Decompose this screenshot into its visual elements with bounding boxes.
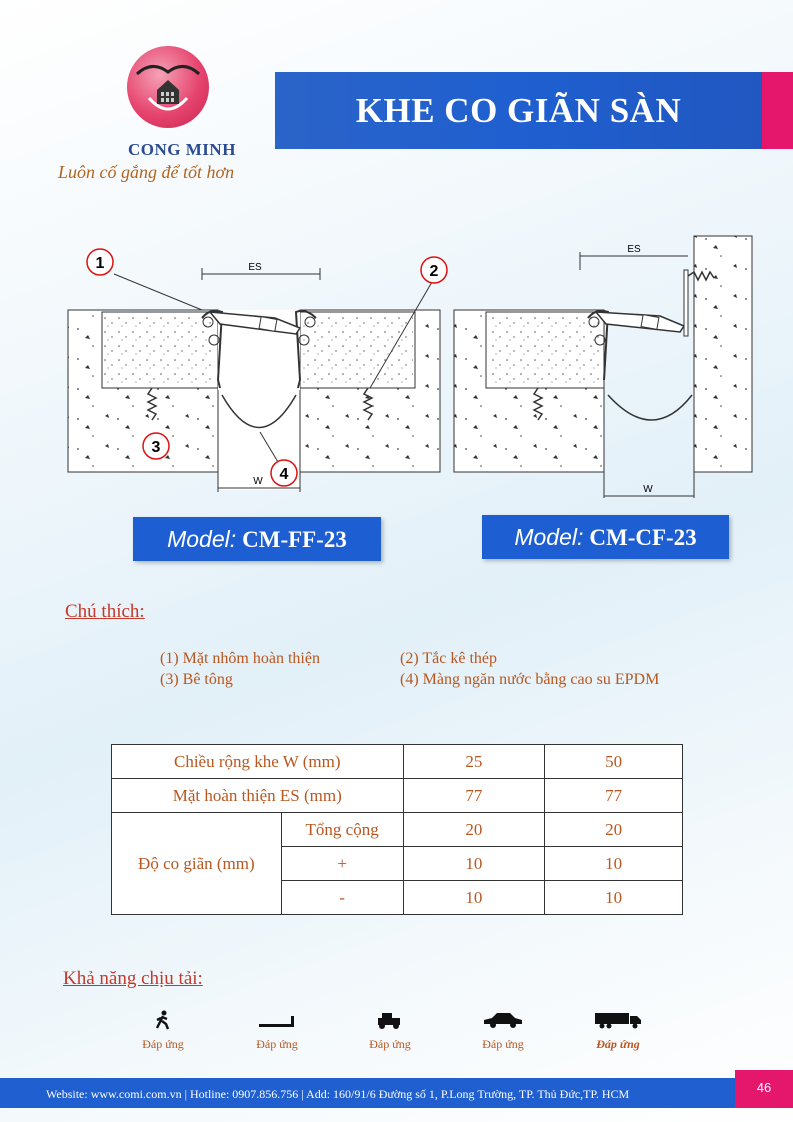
diagram-cm-ff-23 xyxy=(60,230,450,500)
note-4: (4) Màng ngăn nước bằng cao su EPDM xyxy=(400,671,660,688)
width-label: Chiều rộng khe W (mm) xyxy=(112,745,404,779)
w-label: W xyxy=(253,476,263,487)
width-value: 50 xyxy=(545,745,683,779)
callout-1-label: 1 xyxy=(95,255,105,272)
callout-3-label: 3 xyxy=(151,439,161,456)
es-label: ES xyxy=(248,262,262,273)
load-forklift xyxy=(355,1010,425,1052)
es-value: 77 xyxy=(403,779,545,813)
diagram-cm-cf-23 xyxy=(448,230,758,510)
es-label: Mặt hoàn thiện ES (mm) xyxy=(112,779,404,813)
table-row xyxy=(112,779,683,813)
load-caption: Đáp ứng xyxy=(596,1037,640,1051)
plus-label: + xyxy=(281,847,403,881)
load-truck xyxy=(583,1010,653,1052)
table-row xyxy=(112,745,683,779)
page-number xyxy=(735,1070,793,1108)
model-value: CM-CF-23 xyxy=(589,525,697,550)
load-caption: Đáp ứng xyxy=(369,1037,411,1051)
plus-value: 10 xyxy=(545,847,683,881)
page-number-label: 46 xyxy=(756,1080,772,1095)
model-label: Model: xyxy=(514,524,584,550)
total-value: 20 xyxy=(403,813,545,847)
total-value: 20 xyxy=(545,813,683,847)
spec-table xyxy=(111,744,683,915)
load-car xyxy=(468,1010,538,1052)
truck-icon xyxy=(593,1010,643,1030)
load-caption: Đáp ứng xyxy=(256,1037,298,1051)
model-label: Model: xyxy=(167,526,237,552)
slogan: Luôn cố gắng để tốt hơn xyxy=(58,162,235,182)
model-value: CM-FF-23 xyxy=(242,527,347,552)
page-title: KHE CO GIÃN SÀN xyxy=(355,91,682,130)
footer-contact: Website: www.comi.com.vn | Hotline: 0907.856.756 | Add: 160/91/6 Đường số 1, P.Long Trường, TP. Thủ Đức,TP. HCM xyxy=(46,1087,630,1101)
plus-value: 10 xyxy=(403,847,545,881)
note-3: (3) Bê tông xyxy=(160,671,233,688)
load-heading: Khả năng chịu tải: xyxy=(63,968,203,989)
minus-label: - xyxy=(281,881,403,915)
note-2: (2) Tắc kê thép xyxy=(400,650,497,667)
load-caption: Đáp ứng xyxy=(482,1037,524,1051)
cart-icon xyxy=(257,1010,297,1030)
brand-name: CONG MINH xyxy=(128,140,236,159)
total-label: Tổng cộng xyxy=(281,813,403,847)
forklift-icon xyxy=(374,1010,406,1030)
load-caption: Đáp ứng xyxy=(142,1037,184,1051)
minus-value: 10 xyxy=(545,881,683,915)
es-label-right: ES xyxy=(627,244,641,255)
logo xyxy=(127,46,209,128)
model-cm-cf-23 xyxy=(482,515,729,559)
note-1: (1) Mặt nhôm hoàn thiện xyxy=(160,650,320,667)
minus-value: 10 xyxy=(403,881,545,915)
width-value: 25 xyxy=(403,745,545,779)
load-pedestrian xyxy=(128,1010,198,1052)
w-label-right: W xyxy=(643,484,653,495)
car-icon xyxy=(482,1010,524,1030)
model-cm-ff-23 xyxy=(133,517,381,561)
title-accent xyxy=(762,72,793,149)
footer xyxy=(0,1078,735,1108)
table-row xyxy=(112,813,683,847)
movement-label: Độ co giãn (mm) xyxy=(112,813,282,915)
title-bar xyxy=(275,72,762,149)
callout-4-label: 4 xyxy=(279,466,289,483)
logo-building-icon xyxy=(127,46,209,128)
pedestrian-icon xyxy=(153,1010,173,1030)
callout-2-label: 2 xyxy=(429,263,439,280)
notes-heading: Chú thích: xyxy=(65,601,145,622)
es-value: 77 xyxy=(545,779,683,813)
load-cart xyxy=(242,1010,312,1052)
